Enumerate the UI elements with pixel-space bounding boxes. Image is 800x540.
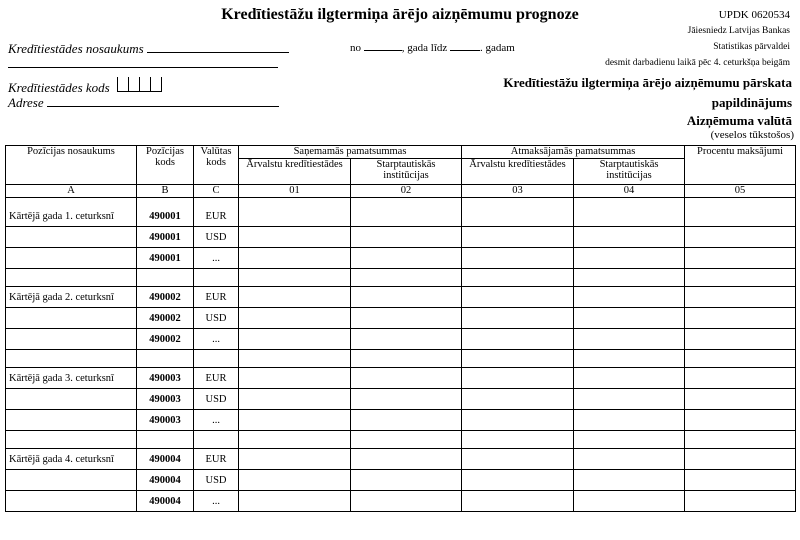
empty-cell[interactable]	[137, 350, 194, 368]
address-row	[8, 95, 279, 111]
table-row	[6, 206, 796, 227]
period-from-label: no	[350, 42, 361, 54]
empty-cell[interactable]	[685, 269, 796, 287]
value-cell[interactable]	[574, 248, 685, 269]
value-cell[interactable]	[462, 206, 574, 227]
address-field[interactable]	[47, 106, 279, 107]
th-interest: Procentu maksājumi	[685, 146, 796, 185]
th-currency-code: Valūtas kods	[194, 146, 239, 185]
value-cell[interactable]	[351, 248, 462, 269]
form-title: Kredītiestāžu ilgtermiņa ārējo aizņēmumu prognoze	[221, 6, 579, 23]
empty-cell[interactable]	[6, 431, 137, 449]
value-cell[interactable]	[574, 308, 685, 329]
position-code: 490004	[137, 449, 194, 470]
value-cell[interactable]	[351, 389, 462, 410]
empty-cell[interactable]	[194, 198, 239, 207]
value-cell[interactable]	[574, 368, 685, 389]
value-cell[interactable]	[239, 227, 351, 248]
empty-cell[interactable]	[239, 198, 351, 207]
position-name	[6, 410, 137, 431]
empty-cell[interactable]	[685, 198, 796, 207]
value-cell[interactable]	[462, 308, 574, 329]
col-letter: B	[137, 185, 194, 198]
value-cell[interactable]	[239, 308, 351, 329]
empty-cell[interactable]	[351, 350, 462, 368]
value-cell[interactable]	[239, 410, 351, 431]
col-letter: C	[194, 185, 239, 198]
position-name	[6, 329, 137, 350]
value-cell[interactable]	[685, 287, 796, 308]
value-cell[interactable]	[351, 368, 462, 389]
submit-to-1: Jāiesniedz Latvijas Bankas	[687, 26, 790, 36]
value-cell[interactable]	[462, 227, 574, 248]
institution-code-boxes[interactable]	[117, 77, 162, 96]
empty-cell[interactable]	[462, 431, 574, 449]
value-cell[interactable]	[462, 368, 574, 389]
value-cell[interactable]	[685, 329, 796, 350]
position-name: Kārtējā gada 3. ceturksnī	[6, 368, 137, 389]
institution-name-label: Kredītiestādes nosaukums	[8, 41, 144, 56]
units-note: (veselos tūkstošos)	[710, 129, 794, 141]
value-cell[interactable]	[351, 308, 462, 329]
table-row	[6, 449, 796, 470]
value-cell[interactable]	[574, 329, 685, 350]
period-to-field[interactable]	[450, 50, 480, 51]
value-cell[interactable]	[239, 449, 351, 470]
empty-cell[interactable]	[351, 198, 462, 207]
position-code: 490004	[137, 491, 194, 512]
value-cell[interactable]	[351, 470, 462, 491]
currency-code: EUR	[194, 206, 239, 227]
value-cell[interactable]	[239, 470, 351, 491]
institution-name-field[interactable]	[147, 52, 289, 53]
value-cell[interactable]	[574, 410, 685, 431]
value-cell[interactable]	[239, 491, 351, 512]
value-cell[interactable]	[462, 410, 574, 431]
value-cell[interactable]	[685, 368, 796, 389]
position-name	[6, 470, 137, 491]
empty-cell[interactable]	[574, 431, 685, 449]
spacer-row	[6, 198, 796, 207]
value-cell[interactable]	[239, 368, 351, 389]
position-name	[6, 308, 137, 329]
empty-cell[interactable]	[239, 269, 351, 287]
table-row	[6, 470, 796, 491]
empty-cell[interactable]	[137, 198, 194, 207]
currency-title: Aizņēmuma valūtā	[686, 113, 792, 128]
th-repaid-intl: Starptautiskās institūcijas	[574, 159, 685, 185]
position-name	[6, 389, 137, 410]
position-code: 490003	[137, 410, 194, 431]
currency-code: ...	[194, 329, 239, 350]
empty-cell[interactable]	[194, 350, 239, 368]
empty-cell[interactable]	[6, 269, 137, 287]
col-letter: A	[6, 185, 137, 198]
table-body	[6, 198, 796, 512]
value-cell[interactable]	[462, 287, 574, 308]
empty-cell[interactable]	[462, 269, 574, 287]
empty-cell[interactable]	[239, 431, 351, 449]
empty-cell[interactable]	[685, 431, 796, 449]
table-row	[6, 248, 796, 269]
th-received-intl: Starptautiskās institūcijas	[351, 159, 462, 185]
th-pos-code: Pozīcijas kods	[137, 146, 194, 185]
position-name: Kārtējā gada 2. ceturksnī	[6, 287, 137, 308]
value-cell[interactable]	[685, 227, 796, 248]
value-cell[interactable]	[462, 248, 574, 269]
currency-code: EUR	[194, 368, 239, 389]
col-letter: 01	[239, 185, 351, 198]
empty-cell[interactable]	[6, 198, 137, 207]
forecast-table	[5, 145, 796, 512]
position-code: 490001	[137, 227, 194, 248]
value-cell[interactable]	[574, 491, 685, 512]
empty-cell[interactable]	[351, 269, 462, 287]
empty-cell[interactable]	[351, 431, 462, 449]
period-year-label: . gadam	[480, 42, 515, 54]
empty-cell[interactable]	[137, 431, 194, 449]
position-name: Kārtējā gada 1. ceturksnī	[6, 206, 137, 227]
currency-code: USD	[194, 308, 239, 329]
table-row	[6, 368, 796, 389]
form-code: UPDK 0620534	[718, 9, 790, 21]
currency-code: USD	[194, 470, 239, 491]
table-row	[6, 308, 796, 329]
empty-cell[interactable]	[6, 350, 137, 368]
value-cell[interactable]	[574, 449, 685, 470]
value-cell[interactable]	[239, 248, 351, 269]
value-cell[interactable]	[685, 389, 796, 410]
value-cell[interactable]	[685, 308, 796, 329]
col-letter: 05	[685, 185, 796, 198]
value-cell[interactable]	[574, 206, 685, 227]
spacer-row	[6, 269, 796, 287]
empty-cell[interactable]	[462, 198, 574, 207]
institution-code-row	[8, 77, 162, 96]
value-cell[interactable]	[462, 329, 574, 350]
value-cell[interactable]	[351, 329, 462, 350]
empty-cell[interactable]	[574, 269, 685, 287]
position-name	[6, 248, 137, 269]
spacer-row	[6, 350, 796, 368]
value-cell[interactable]	[574, 389, 685, 410]
th-received: Saņemamās pamatsummas	[239, 146, 462, 159]
table-row	[6, 227, 796, 248]
value-cell[interactable]	[685, 248, 796, 269]
currency-code: ...	[194, 491, 239, 512]
value-cell[interactable]	[462, 449, 574, 470]
col-letter: 03	[462, 185, 574, 198]
currency-code: ...	[194, 410, 239, 431]
deadline-text: desmit darbadienu laikā pēc 4. ceturkšņa beigām	[605, 58, 790, 68]
value-cell[interactable]	[685, 206, 796, 227]
spacer-row	[6, 431, 796, 449]
value-cell[interactable]	[351, 491, 462, 512]
position-name: Kārtējā gada 4. ceturksnī	[6, 449, 137, 470]
institution-code-label: Kredītiestādes kods	[8, 80, 110, 95]
position-code: 490001	[137, 206, 194, 227]
value-cell[interactable]	[462, 389, 574, 410]
empty-cell[interactable]	[574, 198, 685, 207]
th-repaid: Atmaksājamās pamatsummas	[462, 146, 685, 159]
value-cell[interactable]	[239, 389, 351, 410]
th-received-foreign: Ārvalstu kredītiestādes	[239, 159, 351, 185]
th-repaid-foreign: Ārvalstu kredītiestādes	[462, 159, 574, 185]
value-cell[interactable]	[574, 287, 685, 308]
value-cell[interactable]	[239, 206, 351, 227]
address-label: Adrese	[8, 95, 44, 110]
value-cell[interactable]	[685, 491, 796, 512]
currency-code: USD	[194, 227, 239, 248]
period-to-label: , gada līdz	[401, 42, 448, 54]
value-cell[interactable]	[239, 287, 351, 308]
table-row	[6, 491, 796, 512]
empty-cell[interactable]	[462, 350, 574, 368]
position-name	[6, 491, 137, 512]
currency-code: ...	[194, 248, 239, 269]
position-code: 490002	[137, 287, 194, 308]
position-code: 490002	[137, 308, 194, 329]
currency-code: EUR	[194, 449, 239, 470]
value-cell[interactable]	[351, 287, 462, 308]
empty-cell[interactable]	[137, 269, 194, 287]
table-row	[6, 410, 796, 431]
submit-to-2: Statistikas pārvaldei	[713, 42, 790, 52]
position-code: 490001	[137, 248, 194, 269]
position-code: 490003	[137, 389, 194, 410]
report-title: Kredītiestāžu ilgtermiņa ārējo aizņēmumu pārskata	[503, 75, 792, 90]
institution-name-field-2[interactable]	[8, 66, 278, 68]
value-cell[interactable]	[685, 449, 796, 470]
empty-cell[interactable]	[194, 431, 239, 449]
value-cell[interactable]	[462, 491, 574, 512]
col-letter: 02	[351, 185, 462, 198]
empty-cell[interactable]	[194, 269, 239, 287]
value-cell[interactable]	[351, 410, 462, 431]
table-row	[6, 287, 796, 308]
table-row	[6, 329, 796, 350]
table-row	[6, 389, 796, 410]
currency-code: USD	[194, 389, 239, 410]
value-cell[interactable]	[685, 470, 796, 491]
col-letter: 04	[574, 185, 685, 198]
value-cell[interactable]	[574, 470, 685, 491]
value-cell[interactable]	[351, 449, 462, 470]
period-from-field[interactable]	[364, 50, 402, 51]
value-cell[interactable]	[351, 206, 462, 227]
value-cell[interactable]	[239, 329, 351, 350]
empty-cell[interactable]	[574, 350, 685, 368]
report-subtitle: papildinājums	[711, 95, 792, 110]
position-name	[6, 227, 137, 248]
empty-cell[interactable]	[685, 350, 796, 368]
position-code: 490002	[137, 329, 194, 350]
institution-name-row	[8, 41, 289, 57]
value-cell[interactable]	[462, 470, 574, 491]
currency-code: EUR	[194, 287, 239, 308]
position-code: 490003	[137, 368, 194, 389]
position-code: 490004	[137, 470, 194, 491]
value-cell[interactable]	[351, 227, 462, 248]
value-cell[interactable]	[685, 410, 796, 431]
th-pos-name: Pozīcijas nosaukums	[6, 146, 137, 185]
empty-cell[interactable]	[239, 350, 351, 368]
period-row	[350, 42, 515, 54]
value-cell[interactable]	[574, 227, 685, 248]
